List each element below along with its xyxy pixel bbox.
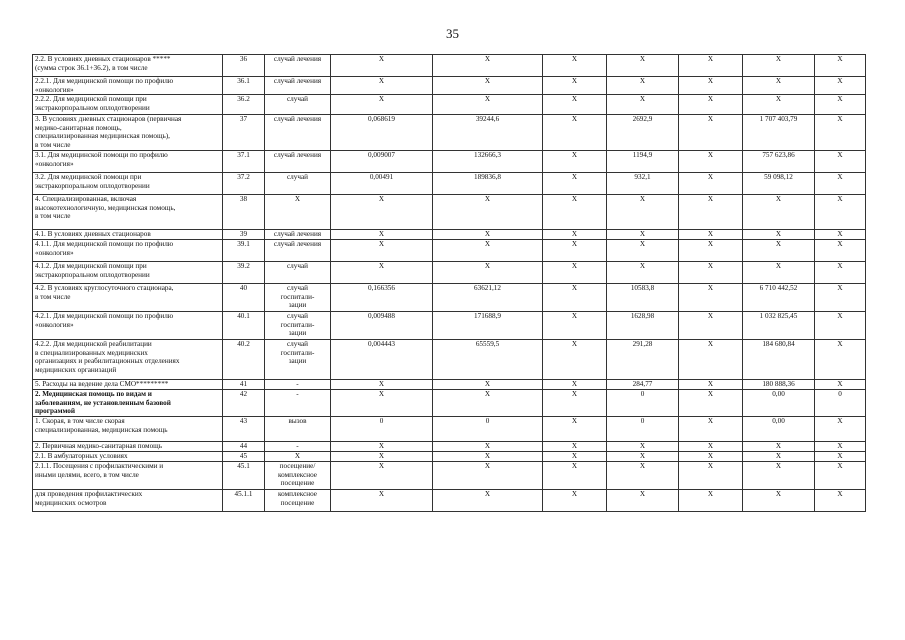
- value-cell: X: [607, 461, 679, 489]
- table-row: [33, 115, 866, 151]
- row-name-cell: 2.2.1. Для медицинской помощи по профилю «онкология»: [33, 77, 223, 95]
- value-cell: 284,77: [607, 380, 679, 390]
- value-cell: X: [743, 77, 815, 95]
- value-cell: 189836,8: [433, 173, 543, 195]
- value-cell: X: [433, 489, 543, 511]
- value-cell: 171688,9: [433, 312, 543, 340]
- value-cell: X: [679, 284, 743, 312]
- value-cell: X: [815, 95, 866, 115]
- value-cell: 0: [607, 390, 679, 417]
- value-cell: X: [543, 55, 607, 77]
- table-row: [33, 262, 866, 284]
- value-cell: 1 032 825,45: [743, 312, 815, 340]
- value-cell: X: [679, 390, 743, 417]
- value-cell: X: [331, 230, 433, 240]
- value-cell: X: [815, 240, 866, 262]
- value-cell: X: [743, 441, 815, 451]
- unit-cell: -: [265, 380, 331, 390]
- row-name-cell: 2. Медицинская помощь по видам и заболеваниям, не установленным базовой программой: [33, 390, 223, 417]
- value-cell: X: [331, 262, 433, 284]
- unit-cell: вызов: [265, 416, 331, 441]
- value-cell: X: [679, 115, 743, 151]
- row-name-cell: 2.1.1. Посещения с профилактическими и иными целями, всего, в том числе: [33, 461, 223, 489]
- value-cell: 0: [433, 416, 543, 441]
- value-cell: X: [543, 461, 607, 489]
- value-cell: X: [433, 195, 543, 230]
- row-name-cell: 4.2.1. Для медицинской помощи по профилю «онкология»: [33, 312, 223, 340]
- value-cell: 0,00: [743, 390, 815, 417]
- value-cell: 63621,12: [433, 284, 543, 312]
- table-row: [33, 240, 866, 262]
- row-code-cell: 45.1: [223, 461, 265, 489]
- value-cell: X: [433, 390, 543, 417]
- unit-cell: -: [265, 390, 331, 417]
- value-cell: X: [815, 416, 866, 441]
- value-cell: X: [815, 55, 866, 77]
- table-row: [33, 173, 866, 195]
- row-name-cell: для проведения профилактических медицинских осмотров: [33, 489, 223, 511]
- table-row: [33, 151, 866, 173]
- value-cell: 0,00: [743, 416, 815, 441]
- value-cell: X: [679, 95, 743, 115]
- unit-cell: X: [265, 195, 331, 230]
- value-cell: 0,009007: [331, 151, 433, 173]
- value-cell: X: [607, 262, 679, 284]
- row-code-cell: 40.2: [223, 340, 265, 380]
- value-cell: X: [543, 195, 607, 230]
- row-code-cell: 43: [223, 416, 265, 441]
- value-cell: X: [815, 340, 866, 380]
- value-cell: 0,00491: [331, 173, 433, 195]
- value-cell: X: [543, 77, 607, 95]
- row-code-cell: 37.2: [223, 173, 265, 195]
- unit-cell: случай лечения: [265, 240, 331, 262]
- value-cell: X: [679, 151, 743, 173]
- value-cell: X: [331, 441, 433, 451]
- value-cell: X: [815, 151, 866, 173]
- value-cell: X: [543, 451, 607, 461]
- table-row: [33, 95, 866, 115]
- row-name-cell: 2.2.2. Для медицинской помощи при экстракорпоральном оплодотворении: [33, 95, 223, 115]
- value-cell: X: [433, 461, 543, 489]
- unit-cell: случай госпитали- зации: [265, 284, 331, 312]
- value-cell: X: [433, 77, 543, 95]
- unit-cell: случай лечения: [265, 151, 331, 173]
- value-cell: 291,28: [607, 340, 679, 380]
- unit-cell: случай госпитали- зации: [265, 312, 331, 340]
- value-cell: X: [679, 77, 743, 95]
- value-cell: X: [815, 441, 866, 451]
- value-cell: X: [743, 55, 815, 77]
- value-cell: X: [679, 173, 743, 195]
- value-cell: X: [331, 390, 433, 417]
- value-cell: X: [679, 195, 743, 230]
- value-cell: X: [331, 55, 433, 77]
- unit-cell: случай лечения: [265, 115, 331, 151]
- value-cell: X: [543, 151, 607, 173]
- value-cell: X: [607, 489, 679, 511]
- row-code-cell: 37: [223, 115, 265, 151]
- table-row: [33, 230, 866, 240]
- row-name-cell: 2. Первичная медико-санитарная помощь: [33, 441, 223, 451]
- row-code-cell: 44: [223, 441, 265, 451]
- value-cell: X: [433, 55, 543, 77]
- value-cell: X: [679, 230, 743, 240]
- table-row: [33, 77, 866, 95]
- row-code-cell: 40.1: [223, 312, 265, 340]
- value-cell: X: [815, 461, 866, 489]
- value-cell: 132666,3: [433, 151, 543, 173]
- value-cell: X: [743, 262, 815, 284]
- value-cell: 0: [815, 390, 866, 417]
- value-cell: X: [331, 240, 433, 262]
- value-cell: X: [743, 230, 815, 240]
- value-cell: X: [679, 461, 743, 489]
- value-cell: X: [743, 461, 815, 489]
- value-cell: 59 098,12: [743, 173, 815, 195]
- unit-cell: -: [265, 441, 331, 451]
- value-cell: 10583,8: [607, 284, 679, 312]
- value-cell: X: [433, 230, 543, 240]
- row-name-cell: 3. В условиях дневных стационаров (первичная медико-санитарная помощь, специализированная медицинская помощь), в том числе: [33, 115, 223, 151]
- value-cell: X: [607, 240, 679, 262]
- row-name-cell: 1. Скорая, в том числе скорая специализированная, медицинская помощь: [33, 416, 223, 441]
- value-cell: X: [743, 240, 815, 262]
- value-cell: 0,004443: [331, 340, 433, 380]
- value-cell: X: [543, 390, 607, 417]
- row-code-cell: 36.1: [223, 77, 265, 95]
- table-row: [33, 461, 866, 489]
- value-cell: X: [543, 312, 607, 340]
- data-table: [32, 54, 866, 512]
- value-cell: X: [815, 451, 866, 461]
- value-cell: X: [331, 461, 433, 489]
- unit-cell: случай лечения: [265, 77, 331, 95]
- unit-cell: случай: [265, 262, 331, 284]
- table-body: [33, 55, 866, 512]
- value-cell: X: [543, 489, 607, 511]
- row-code-cell: 45.1.1: [223, 489, 265, 511]
- row-code-cell: 45: [223, 451, 265, 461]
- value-cell: X: [679, 312, 743, 340]
- value-cell: X: [607, 451, 679, 461]
- value-cell: 0: [331, 416, 433, 441]
- row-code-cell: 36: [223, 55, 265, 77]
- value-cell: X: [607, 77, 679, 95]
- value-cell: X: [433, 380, 543, 390]
- value-cell: X: [433, 262, 543, 284]
- value-cell: X: [679, 441, 743, 451]
- value-cell: 2692,9: [607, 115, 679, 151]
- value-cell: X: [433, 240, 543, 262]
- value-cell: X: [543, 95, 607, 115]
- value-cell: X: [433, 95, 543, 115]
- row-name-cell: 2.2. В условиях дневных стационаров ***** (сумма строк 36.1+36.2), в том числе: [33, 55, 223, 77]
- table-row: [33, 416, 866, 441]
- table-row: [33, 55, 866, 77]
- value-cell: X: [543, 240, 607, 262]
- table-row: [33, 312, 866, 340]
- value-cell: X: [815, 230, 866, 240]
- value-cell: X: [607, 195, 679, 230]
- value-cell: X: [543, 115, 607, 151]
- value-cell: X: [607, 230, 679, 240]
- value-cell: X: [607, 55, 679, 77]
- value-cell: X: [743, 95, 815, 115]
- unit-cell: комплексное посещение: [265, 489, 331, 511]
- value-cell: X: [331, 489, 433, 511]
- row-name-cell: 3.1. Для медицинской помощи по профилю «онкология»: [33, 151, 223, 173]
- value-cell: 0,068619: [331, 115, 433, 151]
- row-code-cell: 38: [223, 195, 265, 230]
- value-cell: 1 707 403,79: [743, 115, 815, 151]
- value-cell: X: [331, 380, 433, 390]
- value-cell: X: [743, 195, 815, 230]
- row-code-cell: 39: [223, 230, 265, 240]
- unit-cell: посещение/ комплексное посещение: [265, 461, 331, 489]
- table-row: [33, 441, 866, 451]
- row-name-cell: 2.1. В амбулаторных условиях: [33, 451, 223, 461]
- value-cell: X: [543, 173, 607, 195]
- value-cell: X: [543, 340, 607, 380]
- table-row: [33, 195, 866, 230]
- value-cell: X: [815, 262, 866, 284]
- row-code-cell: 41: [223, 380, 265, 390]
- row-name-cell: 3.2. Для медицинской помощи при экстракорпоральном оплодотворении: [33, 173, 223, 195]
- row-code-cell: 42: [223, 390, 265, 417]
- value-cell: 39244,6: [433, 115, 543, 151]
- row-code-cell: 39.1: [223, 240, 265, 262]
- value-cell: X: [679, 262, 743, 284]
- row-code-cell: 40: [223, 284, 265, 312]
- value-cell: X: [815, 173, 866, 195]
- row-name-cell: 4.1.2. Для медицинской помощи при экстракорпоральном оплодотворении: [33, 262, 223, 284]
- value-cell: X: [331, 451, 433, 461]
- value-cell: X: [743, 489, 815, 511]
- value-cell: X: [543, 441, 607, 451]
- row-name-cell: 4. Специализированная, включая высокотехнологичную, медицинская помощь, в том числе: [33, 195, 223, 230]
- row-code-cell: 39.2: [223, 262, 265, 284]
- value-cell: X: [679, 451, 743, 461]
- value-cell: X: [331, 95, 433, 115]
- value-cell: X: [679, 240, 743, 262]
- value-cell: X: [815, 380, 866, 390]
- value-cell: 1628,98: [607, 312, 679, 340]
- value-cell: 65559,5: [433, 340, 543, 380]
- value-cell: X: [607, 95, 679, 115]
- value-cell: 6 710 442,52: [743, 284, 815, 312]
- value-cell: X: [543, 416, 607, 441]
- value-cell: X: [743, 451, 815, 461]
- value-cell: X: [815, 77, 866, 95]
- row-name-cell: 4.1.1. Для медицинской помощи по профилю «онкология»: [33, 240, 223, 262]
- table-row: [33, 380, 866, 390]
- value-cell: X: [543, 230, 607, 240]
- value-cell: X: [815, 284, 866, 312]
- value-cell: X: [679, 380, 743, 390]
- value-cell: X: [331, 77, 433, 95]
- value-cell: 1194,9: [607, 151, 679, 173]
- value-cell: X: [543, 284, 607, 312]
- value-cell: X: [815, 115, 866, 151]
- value-cell: X: [679, 340, 743, 380]
- value-cell: X: [433, 451, 543, 461]
- row-code-cell: 36.2: [223, 95, 265, 115]
- row-code-cell: 37.1: [223, 151, 265, 173]
- unit-cell: случай: [265, 95, 331, 115]
- table-row: [33, 451, 866, 461]
- value-cell: 932,1: [607, 173, 679, 195]
- value-cell: X: [543, 380, 607, 390]
- value-cell: X: [815, 489, 866, 511]
- value-cell: 0,009488: [331, 312, 433, 340]
- value-cell: X: [433, 441, 543, 451]
- unit-cell: X: [265, 451, 331, 461]
- unit-cell: случай госпитали- зации: [265, 340, 331, 380]
- value-cell: X: [331, 195, 433, 230]
- table-row: [33, 489, 866, 511]
- row-name-cell: 4.1. В условиях дневных стационаров: [33, 230, 223, 240]
- value-cell: X: [607, 441, 679, 451]
- value-cell: 757 623,86: [743, 151, 815, 173]
- unit-cell: случай: [265, 173, 331, 195]
- value-cell: 180 888,36: [743, 380, 815, 390]
- table-row: [33, 340, 866, 380]
- unit-cell: случай лечения: [265, 230, 331, 240]
- value-cell: 0,166356: [331, 284, 433, 312]
- value-cell: X: [815, 312, 866, 340]
- value-cell: X: [679, 489, 743, 511]
- table-row: [33, 284, 866, 312]
- value-cell: 184 680,84: [743, 340, 815, 380]
- unit-cell: случай лечения: [265, 55, 331, 77]
- value-cell: X: [543, 262, 607, 284]
- row-name-cell: 4.2. В условиях круглосуточного стационара, в том числе: [33, 284, 223, 312]
- row-name-cell: 4.2.2. Для медицинской реабилитации в специализированных медицинских организациях и реабилитационных отделениях медицинских организаций: [33, 340, 223, 380]
- value-cell: 0: [607, 416, 679, 441]
- value-cell: X: [679, 416, 743, 441]
- row-name-cell: 5. Расходы на ведение дела СМО*********: [33, 380, 223, 390]
- table-row: [33, 390, 866, 417]
- page-number: 35: [446, 26, 459, 41]
- value-cell: X: [679, 55, 743, 77]
- value-cell: X: [815, 195, 866, 230]
